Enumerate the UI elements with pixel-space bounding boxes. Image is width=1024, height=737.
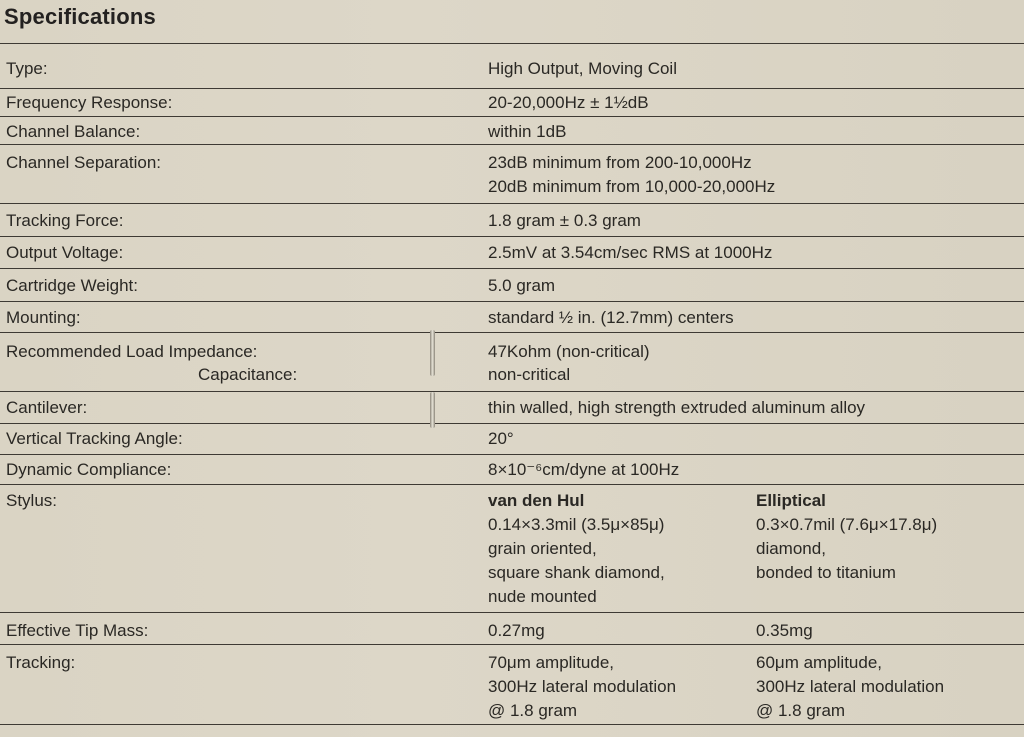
spec-label: Tracking: <box>6 653 76 672</box>
tracking-b-line: 60μm amplitude, <box>756 653 883 672</box>
spec-value: 20dB minimum from 10,000-20,000Hz <box>488 177 776 196</box>
spec-value: within 1dB <box>488 122 567 141</box>
tracking-b-line: 300Hz lateral modulation <box>756 677 945 696</box>
row-divider <box>0 391 1024 392</box>
spec-value: non-critical <box>488 365 571 384</box>
spec-label: Stylus: <box>6 491 58 510</box>
spec-value: 23dB minimum from 200-10,000Hz <box>488 153 752 172</box>
row-divider <box>0 144 1024 145</box>
page-title: Specifications <box>4 4 156 29</box>
row-divider <box>0 454 1024 455</box>
row-divider <box>0 88 1024 89</box>
row-divider <box>0 301 1024 302</box>
row-divider <box>0 484 1024 485</box>
spec-value: 5.0 gram <box>488 276 556 295</box>
tracking-b-line: @ 1.8 gram <box>756 701 846 720</box>
spec-label: Cantilever: <box>6 398 88 417</box>
stylus-a-line: 0.14×3.3mil (3.5μ×85μ) <box>488 515 665 534</box>
stylus-b-line: bonded to titanium <box>756 563 896 582</box>
row-divider <box>0 43 1024 44</box>
binder-mark <box>430 330 435 376</box>
stylus-a-heading: van den Hul <box>488 491 585 510</box>
row-divider <box>0 116 1024 117</box>
spec-label: Vertical Tracking Angle: <box>6 429 183 448</box>
row-divider <box>0 423 1024 424</box>
spec-label: Type: <box>6 59 48 78</box>
stylus-b-heading: Elliptical <box>756 491 826 510</box>
row-divider <box>0 644 1024 645</box>
row-divider <box>0 332 1024 333</box>
row-divider <box>0 612 1024 613</box>
spec-value: 20° <box>488 429 514 448</box>
stylus-b-line: diamond, <box>756 539 826 558</box>
row-divider <box>0 268 1024 269</box>
spec-label: Recommended Load Impedance: <box>6 342 258 361</box>
spec-value: thin walled, high strength extruded aluminum alloy <box>488 398 866 417</box>
spec-label: Cartridge Weight: <box>6 276 138 295</box>
spec-label: Channel Separation: <box>6 153 162 172</box>
spec-value: 20-20,000Hz ± 1½dB <box>488 93 649 112</box>
tracking-a-line: @ 1.8 gram <box>488 701 578 720</box>
stylus-a-line: grain oriented, <box>488 539 597 558</box>
stylus-a-line: nude mounted <box>488 587 597 606</box>
tip-mass-a: 0.27mg <box>488 621 545 640</box>
stylus-b-line: 0.3×0.7mil (7.6μ×17.8μ) <box>756 515 938 534</box>
row-divider <box>0 724 1024 725</box>
spec-label: Output Voltage: <box>6 243 124 262</box>
tracking-a-line: 300Hz lateral modulation <box>488 677 677 696</box>
spec-label: Effective Tip Mass: <box>6 621 149 640</box>
spec-value: 47Kohm (non-critical) <box>488 342 650 361</box>
spec-label: Dynamic Compliance: <box>6 460 172 479</box>
spec-label: Frequency Response: <box>6 93 173 112</box>
spec-value: standard ½ in. (12.7mm) centers <box>488 308 734 327</box>
spec-label: Channel Balance: <box>6 122 141 141</box>
row-divider <box>0 203 1024 204</box>
spec-value: 1.8 gram ± 0.3 gram <box>488 211 641 230</box>
spec-label-sub: Capacitance: <box>198 365 298 384</box>
spec-label: Tracking Force: <box>6 211 124 230</box>
spec-value: High Output, Moving Coil <box>488 59 677 78</box>
tracking-a-line: 70μm amplitude, <box>488 653 615 672</box>
row-divider <box>0 236 1024 237</box>
spec-label: Mounting: <box>6 308 81 327</box>
binder-mark <box>430 392 435 428</box>
spec-value: 2.5mV at 3.54cm/sec RMS at 1000Hz <box>488 243 773 262</box>
stylus-a-line: square shank diamond, <box>488 563 665 582</box>
spec-value: 8×10⁻⁶cm/dyne at 100Hz <box>488 460 680 479</box>
tip-mass-b: 0.35mg <box>756 621 813 640</box>
